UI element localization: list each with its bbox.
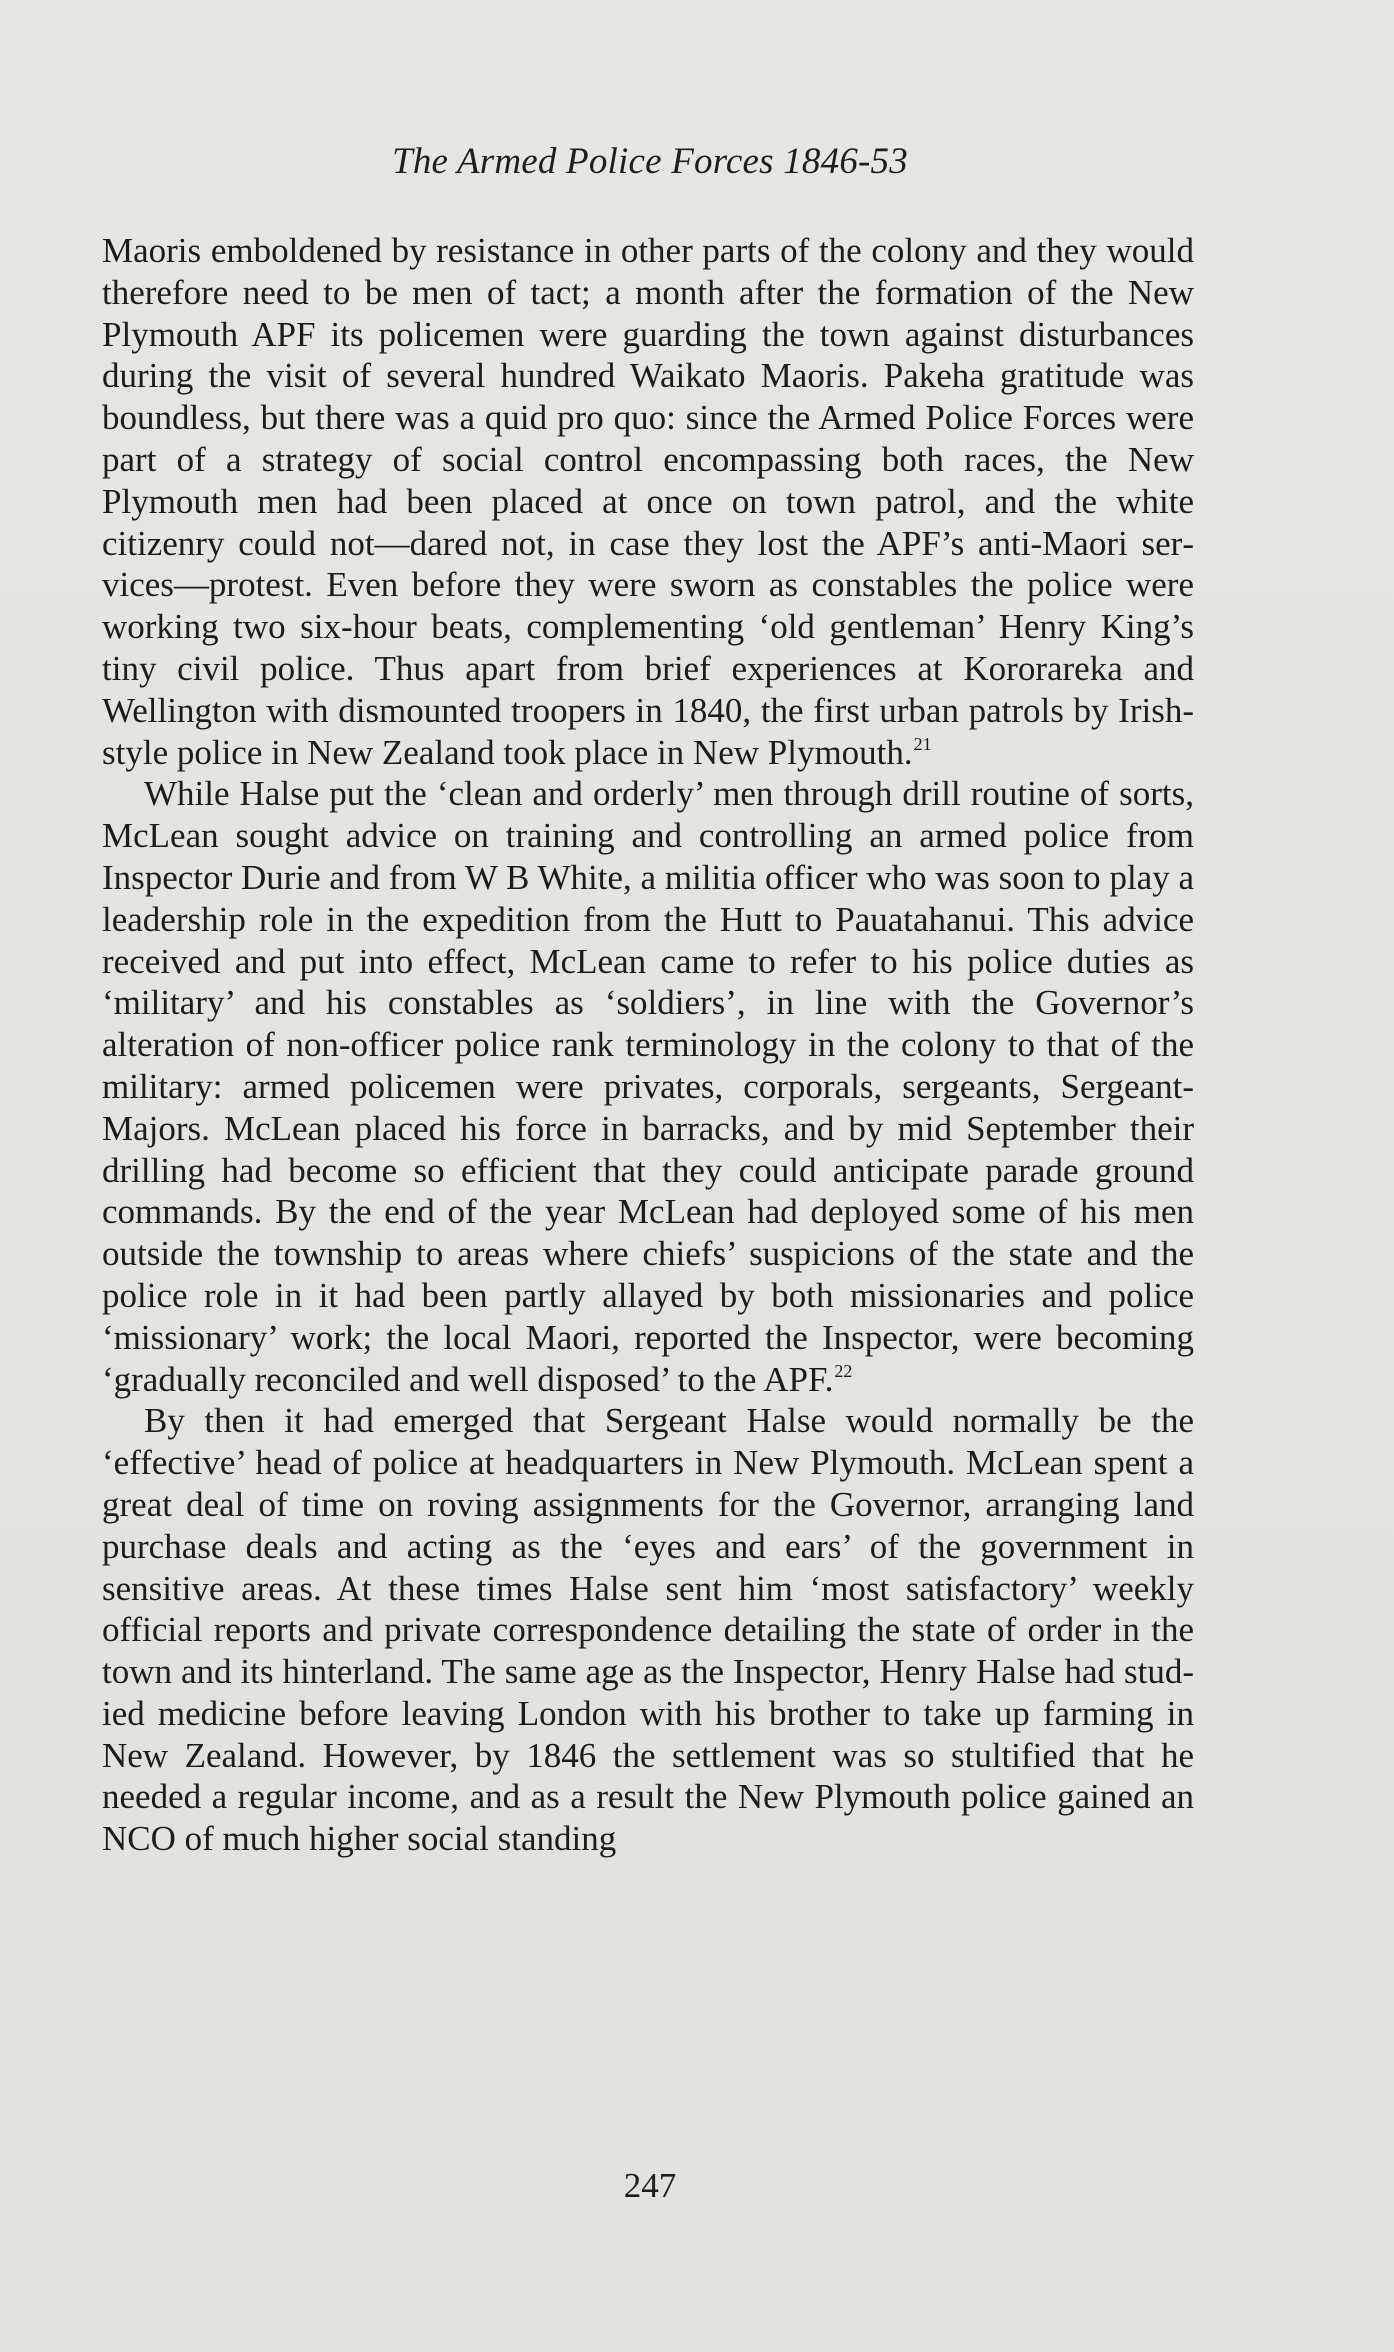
body-text <box>102 230 1194 1860</box>
paragraph-1-text: Maoris emboldened by resistance in other parts of the colony and they would therefore need to be men of tact; a month after the formation of the New Plymouth APF its policemen were guarding the town against disturbances during the visit of several hundred Waikato Maoris. Pakeha gratitude was boundless, but there was a quid pro quo: since the Armed Police Forces were part of a strategy of social control encompassing both races, the New Plymouth men had been placed at once on town patrol, and the white citizenry could not—dared not, in case they lost the APF’s anti-Maori services—protest. Even before they were sworn as constables the police were working two six-hour beats, complementing ‘old gentleman’ Henry King’s tiny civil police. Thus apart from brief experiences at Kororareka and Wellington with dismounted troopers in 1840, the first urban patrols by Irish-style police in New Zealand took place in New Plymouth. <box>102 231 1194 772</box>
footnote-ref-22[interactable]: 22 <box>834 1360 853 1381</box>
page-number: 247 <box>623 2166 677 2205</box>
paragraph-3-text: By then it had emerged that Sergeant Halse would normally be the ‘effective’ head of police at headquarters in New Plymouth. McLean spent a great deal of time on roving assignments for the Governor, arranging land purchase deals and acting as the ‘eyes and ears’ of the government in sensitive areas. At these times Halse sent him ‘most satisfactory’ weekly official reports and private correspondence detailing the state of order in the town and its hinterland. The same age as the Inspector, Henry Halse had studied medicine before leaving London with his brother to take up farming in New Zealand. However, by 1846 the settlement was so stultified that he needed a regular income, and as a result the New Plymouth police gained an NCO of much higher social standing <box>102 1401 1194 1859</box>
paragraph-3 <box>102 1400 1194 1860</box>
paragraph-2-text: While Halse put the ‘clean and orderly’ men through drill routine of sorts, McLean sought advice on training and controlling an armed police from Inspector Durie and from W B White, a militia officer who was soon to play a leadership role in the expedition from the Hutt to Pauatahanui. This advice received and put into effect, McLean came to refer to his police duties as ‘military’ and his constables as ‘soldiers’, in line with the Governor’s alteration of non-officer police rank terminology in the colony to that of the military: armed policemen were privates, corporals, sergeants, Sergeant-Majors. McLean placed his force in barracks, and by mid September their drilling had become so efficient that they could anticipate parade ground commands. By the end of the year McLean had deployed some of his men outside the township to areas where chiefs’ suspicions of the state and the police role in it had been partly allayed by both missionaries and police ‘missionary’ work; the local Maori, reported the Inspector, were becoming ‘gradually reconciled and well disposed’ to the APF. <box>102 774 1194 1399</box>
footnote-ref-21[interactable]: 21 <box>913 733 932 754</box>
paragraph-1 <box>102 230 1194 773</box>
running-title: The Armed Police Forces 1846-53 <box>392 141 908 182</box>
paragraph-2 <box>102 773 1194 1400</box>
